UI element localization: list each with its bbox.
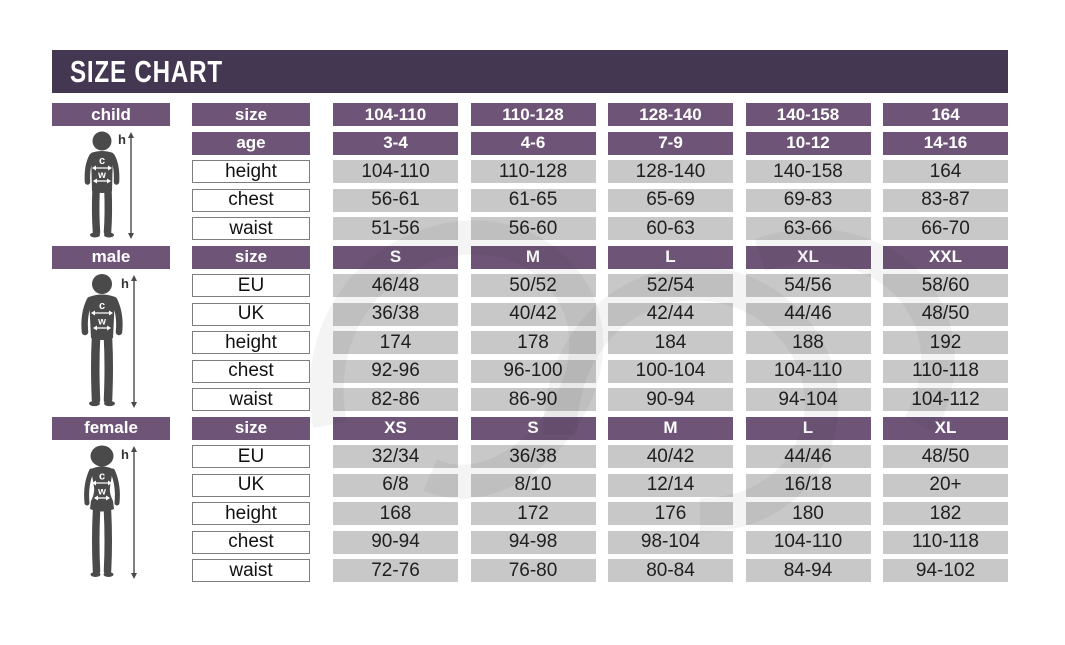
data-cell: 36/38 [471, 445, 596, 468]
data-cell: 164 [883, 160, 1008, 183]
row-label: chest [192, 531, 310, 554]
waist-label: w [98, 316, 106, 327]
data-cell: 42/44 [608, 303, 733, 326]
data-cell: 56-61 [333, 189, 458, 212]
row-label: chest [192, 189, 310, 212]
column-header-cell: M [608, 417, 733, 440]
data-cell: 65-69 [608, 189, 733, 212]
data-cell: 104-110 [746, 360, 871, 383]
data-cell: 44/46 [746, 303, 871, 326]
data-cell: 192 [883, 331, 1008, 354]
column-header-label: size [192, 246, 310, 269]
male-silhouette [52, 272, 170, 414]
table-row [52, 217, 1008, 240]
data-cell: 140-158 [746, 160, 871, 183]
chest-label: c [98, 299, 106, 312]
data-cell: 56-60 [471, 217, 596, 240]
height-arrow [128, 132, 134, 239]
chest-label: c [98, 155, 106, 167]
data-cell: 48/50 [883, 445, 1008, 468]
table-row [52, 303, 1008, 326]
data-cell: 12/14 [608, 474, 733, 497]
table-row [52, 474, 1008, 497]
table-row [52, 388, 1008, 411]
data-cell: 128-140 [608, 160, 733, 183]
table-row [52, 160, 1008, 183]
data-cell: 110-128 [471, 160, 596, 183]
height-label: h [118, 132, 126, 147]
data-cell: 174 [333, 331, 458, 354]
male-body [85, 274, 120, 406]
data-cell: 50/52 [471, 274, 596, 297]
table-row [52, 246, 1008, 269]
data-cell: 82-86 [333, 388, 458, 411]
column-header-cell: XL [883, 417, 1008, 440]
section-label: female [52, 417, 170, 440]
child-silhouette [52, 129, 170, 242]
column-header-cell: XS [333, 417, 458, 440]
row-label: EU [192, 274, 310, 297]
table-row [52, 559, 1008, 582]
data-cell: 16/18 [746, 474, 871, 497]
data-cell: 63-66 [746, 217, 871, 240]
column-header-cell: L [608, 246, 733, 269]
column-header-cell: XL [746, 246, 871, 269]
column-header-label: size [192, 103, 310, 126]
data-cell: 86-90 [471, 388, 596, 411]
data-cell: 40/42 [471, 303, 596, 326]
female-silhouette [52, 443, 170, 585]
height-arrow [131, 446, 137, 579]
data-cell: 60-63 [608, 217, 733, 240]
height-label: h [121, 275, 129, 291]
female-body [87, 445, 118, 577]
data-cell: 92-96 [333, 360, 458, 383]
section-child [52, 103, 1008, 240]
table-row [52, 132, 1008, 155]
table-row [52, 445, 1008, 468]
column-header-cell: 7-9 [608, 132, 733, 155]
column-header-cell: XXL [883, 246, 1008, 269]
column-header-cell: 14-16 [883, 132, 1008, 155]
height-arrow [131, 275, 137, 408]
row-label: waist [192, 217, 310, 240]
column-header-cell: M [471, 246, 596, 269]
row-label: chest [192, 360, 310, 383]
size-table [52, 103, 1008, 588]
data-cell: 40/42 [608, 445, 733, 468]
section-male [52, 246, 1008, 412]
data-cell: 72-76 [333, 559, 458, 582]
data-cell: 51-56 [333, 217, 458, 240]
chest-label: c [98, 470, 106, 482]
section-label: child [52, 103, 170, 126]
data-cell: 104-112 [883, 388, 1008, 411]
data-cell: 61-65 [471, 189, 596, 212]
data-cell: 32/34 [333, 445, 458, 468]
data-cell: 80-84 [608, 559, 733, 582]
row-label: waist [192, 559, 310, 582]
data-cell: 172 [471, 502, 596, 525]
column-header-cell: 4-6 [471, 132, 596, 155]
row-label: waist [192, 388, 310, 411]
row-label: EU [192, 445, 310, 468]
data-cell: 188 [746, 331, 871, 354]
column-header-cell: S [471, 417, 596, 440]
data-cell: 182 [883, 502, 1008, 525]
data-cell: 90-94 [333, 531, 458, 554]
waist-label: w [98, 486, 106, 497]
data-cell: 98-104 [608, 531, 733, 554]
data-cell: 58/60 [883, 274, 1008, 297]
row-label: height [192, 502, 310, 525]
data-cell: 46/48 [333, 274, 458, 297]
data-cell: 168 [333, 502, 458, 525]
data-cell: 184 [608, 331, 733, 354]
table-row [52, 331, 1008, 354]
data-cell: 44/46 [746, 445, 871, 468]
table-row [52, 274, 1008, 297]
data-cell: 94-102 [883, 559, 1008, 582]
table-row [52, 502, 1008, 525]
child-body [87, 132, 116, 238]
data-cell: 104-110 [746, 531, 871, 554]
table-row [52, 103, 1008, 126]
data-cell: 83-87 [883, 189, 1008, 212]
data-cell: 94-104 [746, 388, 871, 411]
data-cell: 100-104 [608, 360, 733, 383]
data-cell: 180 [746, 502, 871, 525]
column-header-cell: 104-110 [333, 103, 458, 126]
column-header-cell: 128-140 [608, 103, 733, 126]
row-label: UK [192, 474, 310, 497]
data-cell: 52/54 [608, 274, 733, 297]
page-title: SIZE CHART [70, 53, 223, 89]
data-cell: 104-110 [333, 160, 458, 183]
data-cell: 76-80 [471, 559, 596, 582]
section-label: male [52, 246, 170, 269]
height-label: h [121, 446, 129, 462]
data-cell: 178 [471, 331, 596, 354]
column-header-cell: 110-128 [471, 103, 596, 126]
data-cell: 84-94 [746, 559, 871, 582]
data-cell: 110-118 [883, 360, 1008, 383]
data-cell: 110-118 [883, 531, 1008, 554]
row-label: height [192, 160, 310, 183]
data-cell: 66-70 [883, 217, 1008, 240]
data-cell: 94-98 [471, 531, 596, 554]
section-female [52, 417, 1008, 583]
data-cell: 6/8 [333, 474, 458, 497]
data-cell: 96-100 [471, 360, 596, 383]
table-row [52, 360, 1008, 383]
column-header-cell: 140-158 [746, 103, 871, 126]
table-row [52, 531, 1008, 554]
column-header-label: age [192, 132, 310, 155]
data-cell: 36/38 [333, 303, 458, 326]
column-header-cell: 10-12 [746, 132, 871, 155]
column-header-cell: L [746, 417, 871, 440]
waist-label: w [98, 170, 106, 181]
data-cell: 176 [608, 502, 733, 525]
data-cell: 48/50 [883, 303, 1008, 326]
column-header-label: size [192, 417, 310, 440]
column-header-cell: 3-4 [333, 132, 458, 155]
row-label: UK [192, 303, 310, 326]
data-cell: 69-83 [746, 189, 871, 212]
table-row [52, 189, 1008, 212]
data-cell: 20+ [883, 474, 1008, 497]
title-bar [52, 50, 1008, 93]
table-row [52, 417, 1008, 440]
column-header-cell: 164 [883, 103, 1008, 126]
data-cell: 8/10 [471, 474, 596, 497]
data-cell: 54/56 [746, 274, 871, 297]
row-label: height [192, 331, 310, 354]
data-cell: 90-94 [608, 388, 733, 411]
column-header-cell: S [333, 246, 458, 269]
